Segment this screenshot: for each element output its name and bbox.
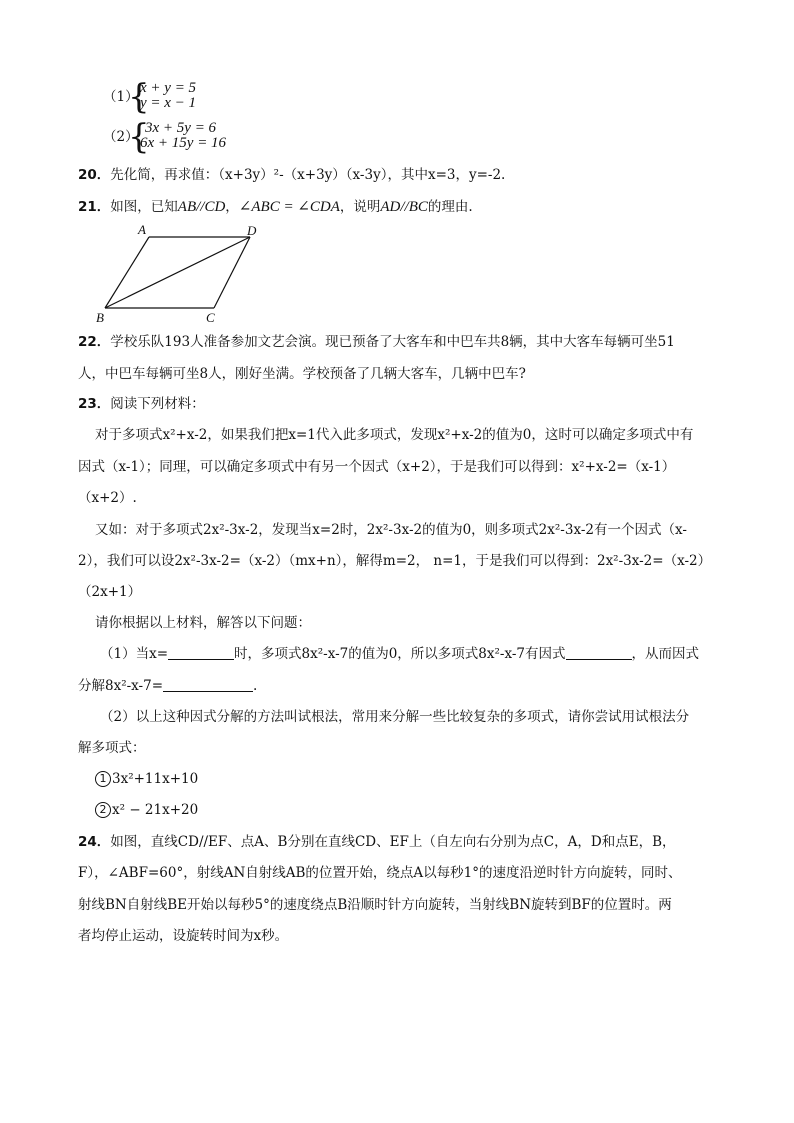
question-text: 如图，直线CD//EF、点A、B分别在直线CD、EF上（自左向右分别为点C，A，D和点E，B， <box>110 834 676 850</box>
system-2-label: （2） <box>103 129 139 145</box>
math-ab-parallel-cd: AB//CD <box>177 199 226 215</box>
question-text: 如图，已知 <box>110 199 178 215</box>
question-21 <box>78 198 473 216</box>
question-text: ，说明 <box>339 199 381 215</box>
sub-question-2-line-2: 解多项式： <box>78 740 146 756</box>
material-p2-line-1: 又如：对于多项式2x²-3x-2，发现当x=2时，2x²-3x-2的值为0，则多项式2x²-3x-2有一个因式（x- <box>95 522 687 538</box>
question-text: 时，多项式8x²-x-7的值为0，所以多项式8x²-x-7有因式 <box>234 646 566 662</box>
question-22-line-2: 人，中巴车每辆可坐8人，刚好坐满。学校预备了几辆大客车，几辆中巴车? <box>78 366 526 382</box>
side-dc <box>214 237 250 308</box>
question-text: （1）当x= <box>100 646 169 662</box>
question-number: 22． <box>78 334 111 350</box>
vertex-label-a: A <box>138 222 146 237</box>
material-p1-line-1: 对于多项式x²+x-2，如果我们把x=1代入此多项式，发现x²+x-2的值为0，这时可以确定多项式中有 <box>95 427 694 443</box>
question-text: 分解8x²-x-7= <box>78 678 164 694</box>
question-number: 23． <box>78 396 111 412</box>
question-23-title <box>78 395 205 413</box>
question-24-line-4: 者均停止运动，设旋转时间为x秒。 <box>78 928 289 944</box>
vertex-label-c: C <box>206 310 215 325</box>
math-angle-equality: ∠ABC = ∠CDA <box>238 199 340 215</box>
parallelogram-figure <box>90 222 270 327</box>
sub-question-1-line-1 <box>100 645 699 663</box>
question-24-line-2: F），∠ABF=60°，射线AN自射线AB的位置开始，绕点A以每秒1°的速度沿逆时针方向旋转，同时、 <box>78 865 682 881</box>
answer-blank-x[interactable] <box>168 645 234 660</box>
item-2 <box>95 801 198 819</box>
polynomial-1: 3x²+11x+10 <box>112 771 199 787</box>
question-22-line-1 <box>78 333 675 351</box>
sub-question-2-line-1: （2）以上这种因式分解的方法叫试根法，常用来分解一些比较复杂的多项式，请你尝试用试根法分 <box>100 709 690 725</box>
question-text: 的理由. <box>427 199 473 215</box>
system-2-eq2: 6x + 15y = 16 <box>140 135 227 151</box>
system-1-eq1: x + y = 5 <box>140 80 197 96</box>
question-24-line-1 <box>78 833 676 851</box>
circled-number-2: 2 <box>95 802 111 818</box>
material-p2-line-2: 2），我们可以设2x²-3x-2=（x-2）（mx+n），解得m=2， n=1，于是我们可以得到：2x²-3x-2=（x-2） <box>78 553 712 569</box>
material-p1-line-2: 因式（x-1）；同理，可以确定多项式中有另一个因式（x+2），于是我们可以得到：x²+x-2=（x-1） <box>78 459 676 475</box>
material-p3: 请你根据以上材料，解答以下问题： <box>95 615 311 631</box>
sub-question-1-line-2: 分解8x²-x-7= . <box>78 678 258 694</box>
answer-blank-factor[interactable] <box>566 645 632 660</box>
polynomial-2: x² − 21x+20 <box>112 802 199 818</box>
question-text: 学校乐队193人准备参加文艺会演。现已预备了大客车和中巴车共8辆，其中大客车每辆可坐51 <box>110 334 675 350</box>
brace: { <box>128 117 150 157</box>
question-24-line-3: 射线BN自射线BE开始以每秒5°的速度绕点B沿顺时针方向旋转，当射线BN旋转到BF的位置时。两 <box>78 897 672 913</box>
vertex-label-d: D <box>247 223 257 238</box>
question-text: 阅读下列材料： <box>110 396 205 412</box>
material-p1-line-3: （x+2）. <box>78 490 137 506</box>
item-1 <box>95 770 198 788</box>
system-2-eq1: 3x + 5y = 6 <box>145 120 217 136</box>
question-number: 24． <box>78 834 111 850</box>
system-1-eq2: y = x − 1 <box>140 95 197 111</box>
material-p2-line-3: （2x+1） <box>78 584 142 600</box>
question-text: ，从而因式 <box>631 646 700 662</box>
answer-blank-factorization[interactable] <box>163 677 253 692</box>
question-text: ， <box>225 199 239 215</box>
question-text: 先化简，再求值：（x+3y）²-（x+3y）（x-3y），其中x=3，y=-2. <box>110 167 506 183</box>
question-20 <box>78 166 505 184</box>
question-number: 21． <box>78 199 111 215</box>
vertex-label-b: B <box>96 310 104 325</box>
question-number: 20． <box>78 167 111 183</box>
brace: { <box>128 77 150 117</box>
math-ad-parallel-bc: AD//BC <box>380 199 428 215</box>
circled-number-1: 1 <box>95 771 111 787</box>
system-1-label: （1） <box>103 89 139 105</box>
